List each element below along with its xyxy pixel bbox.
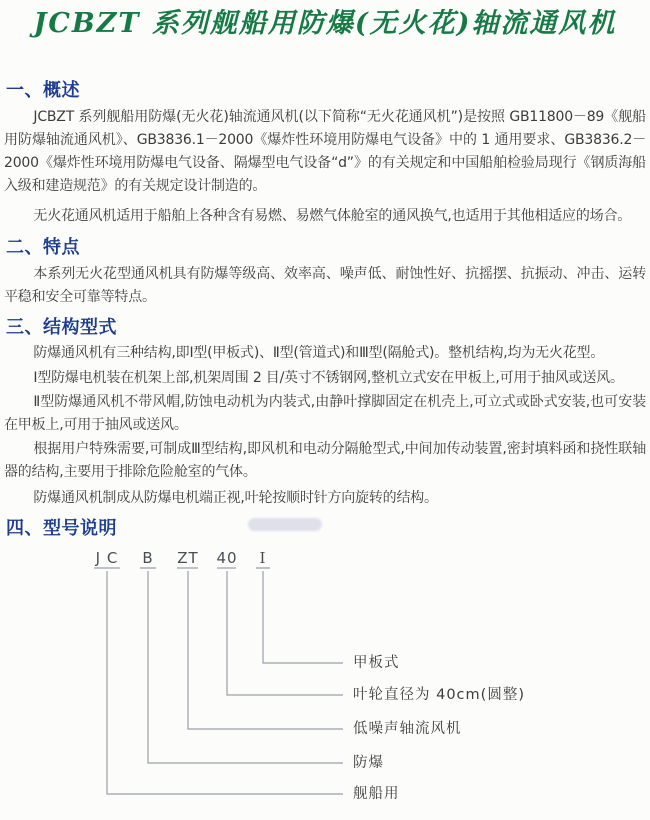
label-marine-use: 舰船用 — [353, 786, 400, 802]
structure-paragraph-5: 防爆通风机制成从防爆电机端正视,叶轮按顺时针方向旋转的结构。 — [33, 490, 438, 506]
structure-paragraph-2: Ⅰ型防爆电机装在机架上部,机架周围 2 目/英寸不锈钢网,整机立式安在甲板上,可用于抽风或送风。 — [33, 370, 624, 386]
features-paragraph-1: 本系列无火花型通风机具有防爆等级高、效率高、噪声低、耐蚀性好、抗摇摆、抗振动、冲击、运转平稳和安全可靠等特点。 — [4, 266, 646, 305]
label-deck-type: 甲板式 — [353, 655, 400, 671]
structure-paragraph-4: 根据用户特殊需要,可制成Ⅲ型结构,即风机和电动分隔舱型式,中间加传动装置,密封填料函和挠性联轴器的结构,主要用于排除危险舱室的气体。 — [4, 441, 646, 480]
document-page — [0, 6, 650, 820]
model-code-jc: J C — [95, 549, 119, 567]
model-code-zt: ZT — [177, 549, 199, 567]
section-model-designation — [0, 516, 650, 542]
page-title: JCBZT 系列舰船用防爆(无火花)轴流通风机 — [33, 8, 617, 39]
scan-smudge-artifact — [248, 518, 322, 531]
section-heading-overview: 一、概述 — [6, 80, 80, 101]
label-low-noise-axial-fan: 低噪声轴流风机 — [353, 721, 462, 737]
label-explosion-proof: 防爆 — [353, 755, 384, 771]
label-impeller-diameter: 叶轮直径为 40cm(圆整) — [353, 687, 525, 703]
section-heading-model-designation: 四、型号说明 — [6, 518, 117, 539]
structure-paragraph-3: Ⅱ型防爆通风机不带风帽,防蚀电动机为内装式,由静叶撑脚固定在机壳上,可立式或卧式安装,也可安装在甲板上,可用于抽风或送风。 — [4, 394, 646, 433]
model-code-roman1: Ⅰ — [259, 549, 267, 567]
overview-paragraph-1: JCBZT 系列舰船用防爆(无火花)轴流通风机(以下简称“无火花通风机”)是按照 GB11800－89《舰船用防爆轴流通风机》、GB3836.1－2000《爆炸性环境用防爆电气设备》中的 1 通用要求、GB3836.2－2000《爆炸性环境用防爆电气设备、隔爆型电气设备“d”》的有关规定和中国船舶检验局现行《钢质海船入级和建造规范》的有关规定设计制造的。 — [4, 109, 646, 194]
structure-paragraph-1: 防爆通风机有三种结构,即Ⅰ型(甲板式)、Ⅱ型(管道式)和Ⅲ型(隔舱式)。整机结构,均为无火花型。 — [33, 345, 605, 361]
section-heading-features: 二、特点 — [6, 237, 80, 258]
section-overview — [0, 78, 650, 228]
section-structure-types — [0, 315, 650, 510]
section-heading-structure-types: 三、结构型式 — [6, 317, 117, 338]
model-code-40: 40 — [216, 549, 238, 567]
overview-paragraph-2: 无火花通风机适用于船舶上各种含有易燃、易燃气体舱室的通风换气,也适用于其他相适应的场合。 — [33, 208, 632, 224]
section-features — [0, 235, 650, 309]
model-code-b: B — [142, 549, 154, 567]
